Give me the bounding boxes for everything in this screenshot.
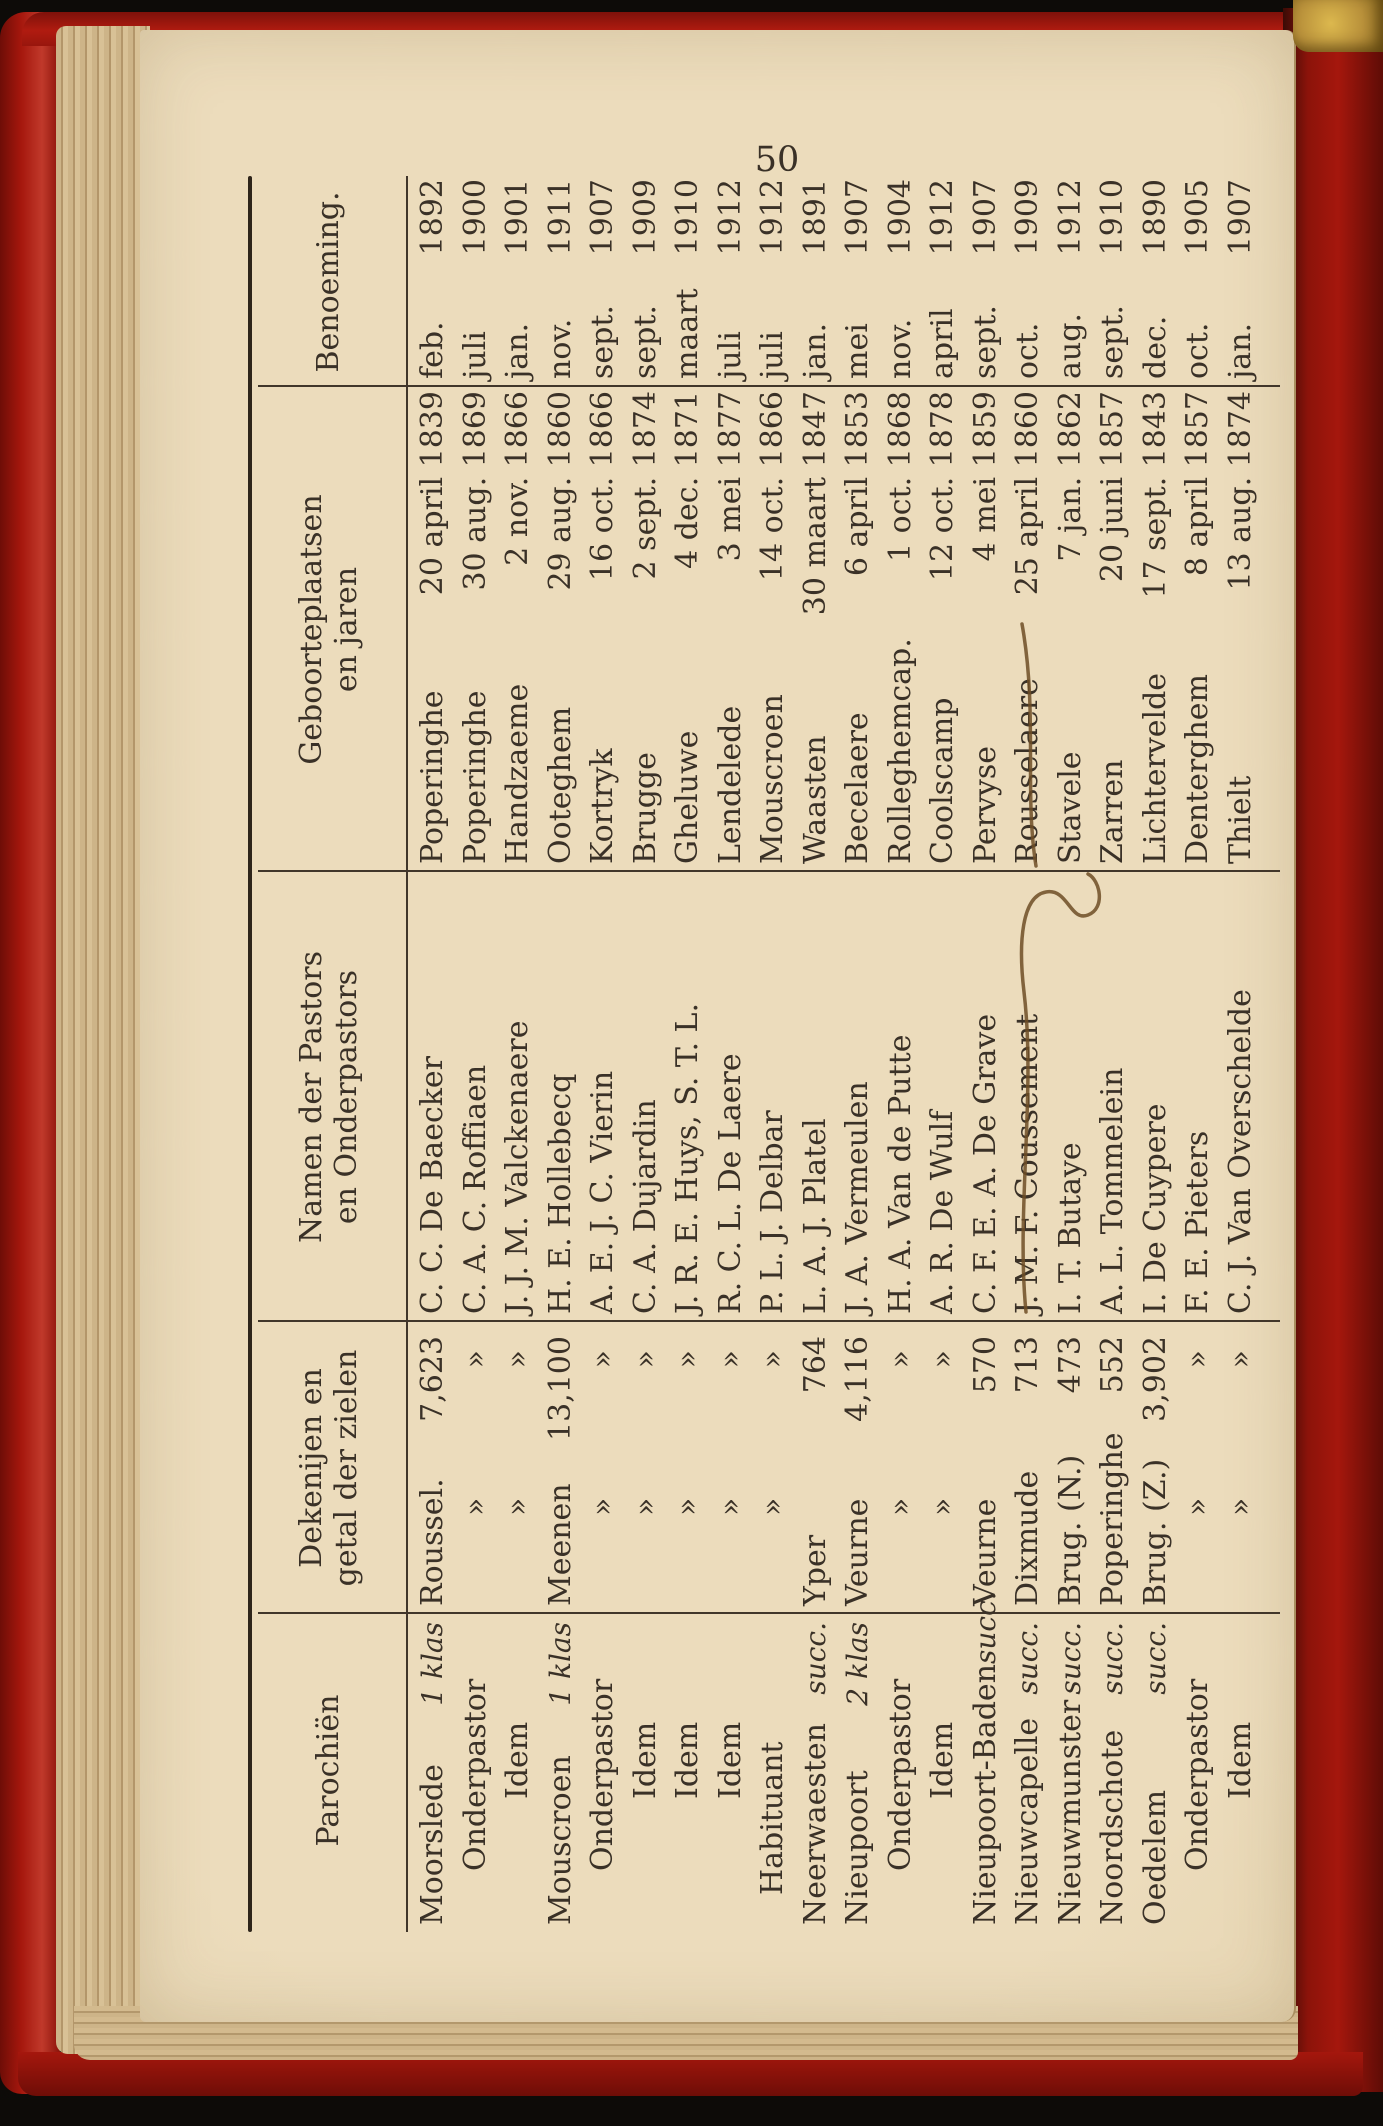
table-row [667, 177, 710, 1927]
rotated-table-sheet [150, 72, 1310, 1972]
parish-note [1220, 1614, 1263, 1622]
souls-ditto: » [627, 1350, 663, 1369]
table-row [1220, 177, 1263, 1927]
deanery-ditto: » [925, 1497, 960, 1516]
birthplace: Handzaeme [500, 683, 535, 864]
souls-count: 3,902 [1137, 1336, 1173, 1422]
appointment-year: 1907 [967, 179, 1003, 256]
birthplace: Brugge [627, 752, 663, 864]
gilt-ornament [1293, 0, 1383, 52]
birth-date: 7 jan. 1862 [1052, 391, 1088, 562]
souls-ditto: » [712, 1350, 748, 1369]
parish-name: Idem [1222, 1721, 1258, 1799]
birthplace: Thielt [1222, 775, 1258, 864]
pastor-name: A. E. J. C. Vierin [585, 1070, 620, 1314]
deanery-name: Roussel. [415, 1478, 450, 1606]
appointment-month: oct. [1010, 322, 1045, 379]
pastor-name: C. C. De Baecker [415, 1055, 450, 1314]
table-row [1092, 177, 1135, 1927]
header-text: Namen der Pastors [293, 951, 329, 1244]
appointment-year: 1912 [1052, 179, 1088, 256]
appointment-year: 1907 [840, 179, 875, 256]
appointment-year: 1912 [712, 179, 748, 256]
parish-name: Nieupoort [840, 1770, 875, 1925]
appointment-month: sept. [627, 305, 663, 379]
deanery-name: Yper [797, 1534, 833, 1606]
birthplace-struck: Rousselaere [1010, 678, 1045, 864]
birth-date: 12 oct. 1878 [925, 391, 960, 582]
parish-name: Onderpastor [882, 1678, 918, 1871]
birthplace: Waasten [797, 735, 833, 864]
deanery-name: Veurne [967, 1498, 1003, 1606]
table-row [412, 177, 455, 1927]
birth-date: 2 sept. 1874 [627, 391, 663, 580]
pastor-name: I. T. Butaye [1052, 1142, 1088, 1314]
appointment-month: juli [755, 331, 790, 379]
souls-ditto: » [585, 1350, 620, 1369]
birth-date: 30 aug. 1869 [457, 391, 493, 591]
souls-count: 570 [967, 1336, 1003, 1394]
deanery-name: Brug. (N.) [1052, 1454, 1088, 1606]
header-text: Dekenijen en [293, 1368, 329, 1568]
birth-date: 29 aug. 1860 [542, 391, 578, 591]
parish-name: Idem [500, 1721, 535, 1799]
appointment-year: 1904 [882, 179, 918, 256]
parish-name: Mouscroen [542, 1755, 578, 1925]
parish-note [497, 1614, 540, 1622]
parish-note [582, 1614, 625, 1622]
parish-note [880, 1614, 923, 1622]
souls-count: 713 [1010, 1336, 1045, 1394]
parish-note: 1 klas [416, 1622, 449, 1706]
souls-count: 13,100 [542, 1336, 578, 1441]
deanery-ditto: » [1222, 1497, 1258, 1516]
appointment-month: maart [670, 288, 705, 379]
birthplace: Rolleghemcap. [882, 638, 918, 864]
deanery-ditto: » [627, 1497, 663, 1516]
souls-ditto: » [755, 1350, 790, 1369]
parish-name: Onderpastor [1180, 1678, 1215, 1871]
pastor-name: A. R. De Wulf [925, 1110, 960, 1314]
birth-date: 6 april 1853 [840, 391, 875, 577]
table-row [837, 177, 880, 1927]
pastor-name: C. F. E. A. De Grave [967, 1013, 1003, 1314]
pastor-name: J. A. Vermeulen [840, 1081, 875, 1314]
parish-note [667, 1614, 710, 1622]
appointment-year: 1901 [500, 179, 535, 256]
table-row [1050, 177, 1093, 1927]
deanery-ditto: » [670, 1497, 705, 1516]
appointment-year: 1905 [1180, 179, 1215, 256]
appointment-month: aug. [1052, 313, 1088, 379]
parish-note [1177, 1614, 1220, 1622]
birth-date: 2 nov. 1866 [500, 391, 535, 566]
appointment-year: 1907 [1222, 179, 1258, 256]
parish-note: succ. [1096, 1622, 1129, 1695]
appointment-month: juli [457, 331, 493, 379]
table-row [710, 177, 753, 1927]
souls-ditto: » [457, 1350, 493, 1369]
column-header-pastors [250, 872, 408, 1322]
parish-name: Noordschote [1095, 1729, 1130, 1925]
parish-note: succ. [798, 1622, 832, 1695]
appointment-month: sept. [967, 305, 1003, 379]
souls-ditto: » [670, 1350, 705, 1369]
parish-name: Idem [670, 1721, 705, 1799]
deanery-ditto: » [585, 1497, 620, 1516]
birthplace: Lichtervelde [1137, 672, 1173, 864]
appointment-month: jan. [1222, 322, 1258, 379]
birthplace: Mouscroen [755, 694, 790, 864]
appointment-month: juli [712, 331, 748, 379]
table-row [1177, 177, 1220, 1927]
appointment-year: 1910 [1095, 179, 1130, 256]
pastor-name: C. A. C. Roffiaen [457, 1064, 493, 1314]
parish-note: succ. [1138, 1622, 1172, 1695]
birth-date: 30 maart 1847 [797, 391, 833, 616]
appointment-year: 1891 [797, 179, 833, 256]
parish-note: succ. [1053, 1622, 1087, 1695]
birth-date: 1 oct. 1868 [882, 391, 918, 562]
pastor-name: H. E. Hollebecq [542, 1073, 578, 1314]
parish-name: Nieuwmunster [1052, 1699, 1088, 1925]
appointment-year: 1892 [415, 179, 450, 256]
birthplace: Ooteghem [542, 706, 578, 864]
table-row [540, 177, 583, 1927]
parish-name: Nieuwcapelle [1010, 1717, 1045, 1925]
page-stack-left-edge [56, 26, 150, 2054]
parish-name: Idem [925, 1721, 960, 1799]
birth-date: 25 april 1860 [1010, 391, 1045, 596]
deanery-ditto: » [882, 1497, 918, 1516]
parish-name: Onderpastor [585, 1678, 620, 1871]
birth-date: 20 juni 1857 [1095, 391, 1130, 583]
appointment-month: jan. [797, 322, 833, 379]
appointment-year: 1911 [542, 179, 578, 256]
parish-note [922, 1614, 965, 1622]
deanery-name: Meenen [542, 1483, 578, 1606]
table-row [752, 177, 795, 1927]
appointment-year: 1912 [755, 179, 790, 256]
birth-date: 3 mei 1877 [712, 391, 748, 562]
parish-name: Oedelem [1137, 1789, 1173, 1925]
souls-count: 7,623 [415, 1336, 450, 1422]
appointment-year: 1890 [1137, 179, 1173, 256]
header-text: en jaren [329, 566, 364, 693]
pastor-name: L. A. J. Platel [797, 1118, 833, 1314]
appointment-year: 1909 [1010, 179, 1045, 256]
table-row [497, 177, 540, 1927]
birthplace: Gheluwe [670, 730, 705, 864]
birth-date: 14 oct. 1866 [755, 391, 790, 582]
column-header-birthplaces [250, 387, 408, 872]
appointment-month: oct. [1180, 322, 1215, 379]
appointment-month: mei [840, 323, 875, 379]
parish-name: Habituant [755, 1741, 790, 1895]
parish-note: succ. [1011, 1622, 1044, 1695]
table-body [412, 177, 1262, 1927]
table-row [455, 177, 498, 1927]
table-row [880, 177, 923, 1927]
parish-name: Idem [712, 1721, 748, 1799]
souls-count: 764 [797, 1336, 833, 1394]
header-text: Benoeming. [311, 191, 347, 373]
birth-date: 4 mei 1859 [967, 391, 1003, 562]
deanery-ditto: » [755, 1497, 790, 1516]
parish-name: Idem [627, 1721, 663, 1799]
parish-note [710, 1614, 753, 1622]
column-header-appointment [250, 177, 408, 387]
birthplace: Poperinghe [457, 690, 493, 864]
souls-ditto: » [500, 1350, 535, 1369]
souls-count: 4,116 [840, 1336, 875, 1422]
appointment-year: 1900 [457, 179, 493, 256]
deanery-ditto: » [1180, 1497, 1215, 1516]
header-text: Geboorteplaatsen [293, 494, 329, 765]
pastor-name: P. L. J. Delbar [755, 1110, 790, 1314]
birthplace: Kortryk [585, 748, 620, 864]
pastor-name: C. J. Van Overschelde [1222, 989, 1258, 1314]
birthplace: Lendelede [712, 705, 748, 864]
parish-note: 1 klas [543, 1622, 577, 1706]
appointment-year: 1910 [670, 179, 705, 256]
table-row [625, 177, 668, 1927]
birthplace: Denterghem [1180, 673, 1215, 864]
souls-count: 473 [1052, 1336, 1088, 1394]
parish-name: Moorslede [415, 1764, 450, 1925]
birth-date: 20 april 1839 [415, 391, 450, 596]
appointment-month: jan. [500, 322, 535, 379]
table-row [965, 177, 1008, 1927]
deanery-ditto: » [457, 1497, 493, 1516]
header-text: getal der zielen [329, 1349, 364, 1587]
birthplace: Stavele [1052, 751, 1088, 864]
birth-date: 8 april 1857 [1180, 391, 1215, 577]
parish-note [455, 1614, 498, 1622]
souls-ditto: » [882, 1350, 918, 1369]
deanery-name: Brug. (Z.) [1137, 1458, 1173, 1606]
appointment-month: nov. [542, 318, 578, 379]
pastor-name: I. De Cuypere [1137, 1103, 1173, 1314]
appointment-month: sept. [585, 305, 620, 379]
pastor-name: A. L. Tommelein [1095, 1067, 1130, 1314]
book-cover-left [0, 12, 60, 2094]
header-text: Parochiën [311, 1694, 347, 1847]
column-header-deanery [250, 1322, 408, 1614]
birthplace: Poperinghe [415, 690, 450, 864]
appointment-month: dec. [1137, 315, 1173, 379]
birthplace: Pervyse [967, 746, 1003, 864]
souls-ditto: » [925, 1350, 960, 1369]
header-text: en Onderpastors [329, 969, 364, 1225]
column-header-parish [250, 1614, 408, 1927]
parish-name: Nieupoort-Baden [967, 1664, 1003, 1925]
parish-note: succ. [968, 1591, 1002, 1664]
page-number: 50 [754, 140, 800, 180]
birth-date: 4 dec. 1871 [670, 391, 705, 569]
pastor-name: H. A. Van de Putte [882, 1034, 918, 1314]
appointment-month: feb. [415, 321, 450, 379]
deanery-ditto: » [500, 1497, 535, 1516]
pastor-name-struck: J. M. F. Coussement [1010, 1013, 1045, 1314]
pastor-name: J. R. E. Huys, S. T. L. [670, 1003, 705, 1314]
pastor-name: F. E. Pieters [1180, 1130, 1215, 1314]
appointment-year: 1912 [925, 179, 960, 256]
souls-ditto: » [1180, 1350, 1215, 1369]
souls-count: 552 [1095, 1336, 1130, 1394]
birthplace: Zarren [1095, 759, 1130, 864]
appointment-month: nov. [882, 318, 918, 379]
birth-date: 16 oct. 1866 [585, 391, 620, 582]
pastor-name: C. A. Dujardin [627, 1099, 663, 1314]
parish-note [625, 1614, 668, 1622]
appointment-year: 1907 [585, 179, 620, 256]
table-row [1007, 177, 1050, 1927]
table-row [795, 177, 838, 1927]
deanery-name: Veurne [840, 1498, 875, 1606]
appointment-month: sept. [1095, 305, 1130, 379]
souls-ditto: » [1222, 1350, 1258, 1369]
table-row [1135, 177, 1178, 1927]
table-row [582, 177, 625, 1927]
book-page [140, 30, 1296, 2022]
parish-note: 2 klas [841, 1622, 874, 1706]
birth-date: 13 aug. 1874 [1222, 391, 1258, 591]
appointment-year: 1909 [627, 179, 663, 256]
birth-date: 17 sept. 1843 [1137, 391, 1173, 599]
table-row [922, 177, 965, 1927]
parish-name: Onderpastor [457, 1678, 493, 1871]
birthplace: Becelaere [840, 712, 875, 864]
parish-name: Neerwaesten [797, 1723, 833, 1925]
parish-note [752, 1614, 795, 1622]
appointment-month: april [925, 308, 960, 379]
deanery-ditto: » [712, 1497, 748, 1516]
pastor-name: R. C. L. De Laere [712, 1053, 748, 1314]
birthplace: Coolscamp [925, 697, 960, 864]
deanery-name: Dixmude [1010, 1470, 1045, 1606]
deanery-name: Poperinghe [1095, 1432, 1130, 1606]
pastor-name: J. J. M. Valckenaere [500, 1020, 535, 1314]
